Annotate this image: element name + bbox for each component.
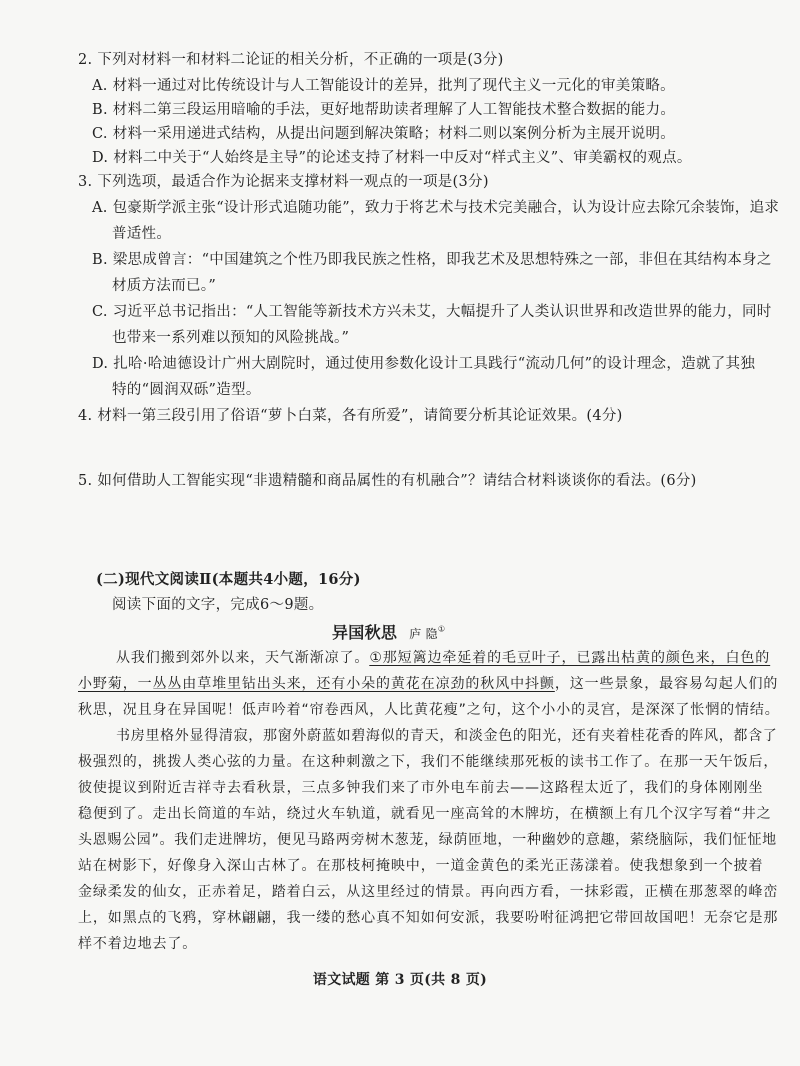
paragraph-2-line-2: 极强烈的，挑拨人类心弦的力量。在这种刺激之下，我们不能继续那死板的读书工作了。在那一天午饭后， bbox=[78, 754, 779, 770]
section-heading: (二)现代文阅读Ⅱ(本题共4小题，16分) bbox=[96, 571, 361, 588]
p1-l2-underlined: 小野菊，一丛丛由草堆里钻出头来，还有小朵的黄花在凉劲的秋风中抖颤 bbox=[78, 676, 555, 692]
section-instruction: 阅读下面的文字，完成6～9题。 bbox=[112, 597, 324, 613]
article-title-line bbox=[332, 623, 445, 642]
p1-l1-plain: 从我们搬到郊外以来，天气渐渐凉了。 bbox=[116, 650, 370, 666]
paragraph-2-line-9: 样不着边地去了。 bbox=[78, 936, 198, 952]
question-4-stem: 4. 材料一第三段引用了俗语“萝卜白菜，各有所爱”，请简要分析其论证效果。(4分) bbox=[78, 408, 623, 424]
question-3-option-c: C. 习近平总书记指出：“人工智能等新技术方兴未艾，大幅提升了人类认识世界和改造世界的能力，同时 bbox=[92, 304, 772, 320]
question-2-option-a: A. 材料一通过对比传统设计与人工智能设计的差异，批判了现代主义一元化的审美策略。 bbox=[92, 78, 675, 94]
paragraph-2-line-8: 上，如黑点的飞鸦，穿林翩翩，我一缕的愁心真不知如何安派，我要吩咐征鸿把它带回故国吧！无奈它是那 bbox=[78, 910, 779, 926]
p1-l2-plain: ，这一些景象，最容易勾起人们的 bbox=[554, 676, 779, 692]
question-2-stem: 2. 下列对材料一和材料二论证的相关分析，不正确的一项是(3分) bbox=[78, 52, 504, 68]
question-5-stem: 5. 如何借助人工智能实现“非遗精髓和商品属性的有机融合”？请结合材料谈谈你的看法。(6分) bbox=[78, 473, 697, 489]
question-3-option-a-cont: 普适性。 bbox=[112, 226, 172, 242]
paragraph-2-line-7: 金绿柔发的仙女，正赤着足，踏着白云，从这里经过的情景。再向西方看，一抹彩霞，正横在那葱翠的峰峦 bbox=[78, 884, 779, 900]
paragraph-1-line-3: 秋思，况且身在异国呢！低声吟着“帘卷西风，人比黄花瘦”之句，这个小小的灵宫，是深深了怅惘的情结。 bbox=[78, 702, 780, 718]
paragraph-2-line-5: 头恩赐公园”。我们走进牌坊，便见马路两旁树木葱茏，绿荫匝地，一种幽妙的意趣，萦绕脑际，我们怔怔地 bbox=[78, 832, 777, 848]
paragraph-1-line-1 bbox=[116, 650, 770, 667]
article-author: 庐 隐 bbox=[409, 627, 438, 641]
question-3-option-d-cont: 特的“圆润双砾”造型。 bbox=[112, 382, 261, 398]
page-footer: 语文试题 第 3 页(共 8 页) bbox=[312, 972, 488, 988]
question-3-option-b: B. 梁思成曾言：“中国建筑之个性乃即我民族之性格，即我艺术及思想特殊之一部，非但在其结构本身之 bbox=[92, 252, 772, 268]
paragraph-2-line-3: 彼使提议到附近吉祥寺去看秋景，三点多钟我们来了市外电车前去——这路程太近了，我们的身体刚刚坐 bbox=[78, 780, 764, 796]
paragraph-1-line-2 bbox=[78, 676, 778, 693]
question-3-stem: 3. 下列选项，最适合作为论据来支撑材料一观点的一项是(3分) bbox=[78, 174, 489, 190]
article-title: 异国秋思 bbox=[332, 623, 398, 642]
question-3-option-d: D. 扎哈·哈迪德设计广州大剧院时，通过使用参数化设计工具践行“流动几何”的设计理念，造就了其独 bbox=[92, 356, 756, 372]
paragraph-2-line-6: 站在树影下，好像身入深山古林了。在那枝柯掩映中，一道金黄色的柔光正荡漾着。使我想象到一个披着 bbox=[78, 858, 764, 874]
footnote-mark: ① bbox=[437, 624, 446, 634]
question-3-option-b-cont: 材质方法而已。” bbox=[112, 278, 217, 294]
question-2-option-c: C. 材料一采用递进式结构，从提出问题到解决策略；材料二则以案例分析为主展开说明。 bbox=[92, 126, 676, 142]
question-3-option-a: A. 包豪斯学派主张“设计形式追随功能”，致力于将艺术与技术完美融合，认为设计应去除冗余装饰，追求 bbox=[92, 200, 780, 216]
p1-l1-underlined: ①那短篱边牵延着的毛豆叶子，已露出枯黄的颜色来，白色的 bbox=[369, 650, 771, 666]
paragraph-2-line-4: 稳便到了。走出长筒道的车站，绕过火车轨道，就看见一座高耸的木牌坊，在横额上有几个汉字写着“井之 bbox=[78, 806, 772, 822]
question-2-option-b: B. 材料二第三段运用暗喻的手法，更好地帮助读者理解了人工智能技术整合数据的能力。 bbox=[92, 102, 676, 118]
question-2-option-d: D. 材料二中关于“人始终是主导”的论述支持了材料一中反对“样式主义”、审美霸权的观点。 bbox=[92, 150, 692, 166]
paragraph-2-line-1: 书房里格外显得清寂，那窗外蔚蓝如碧海似的青天，和淡金色的阳光，还有夹着桂花香的阵风，都含了 bbox=[116, 728, 778, 744]
question-3-option-c-cont: 也带来一系列难以预知的风险挑战。” bbox=[112, 330, 350, 346]
